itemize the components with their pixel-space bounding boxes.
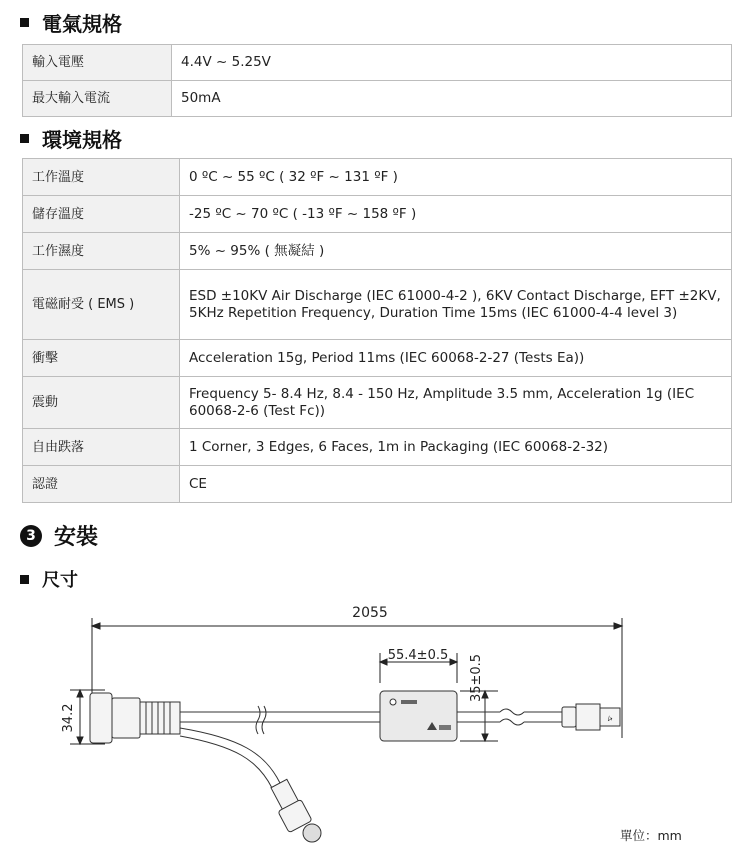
dimension-drawing — [30, 598, 710, 850]
section-title: 環境規格 — [42, 128, 122, 152]
table-row — [23, 159, 732, 196]
spec-value: Frequency 5- 8.4 Hz, 8.4 - 150 Hz, Amplitude 3.5 mm, Acceleration 1g (IEC 60068-2-6 (Test Fc)) — [180, 377, 732, 429]
connector-height-label: 34.2 — [61, 703, 76, 733]
electrical-spec-table — [22, 44, 732, 117]
section-title: 安裝 — [54, 525, 99, 550]
branch-cable — [180, 728, 280, 788]
spec-value: 50mA — [172, 81, 732, 117]
spec-value: 1 Corner, 3 Edges, 6 Faces, 1m in Packaging (IEC 60068-2-32) — [180, 429, 732, 466]
spec-value: -25 ºC ~ 70 ºC ( -13 ºF ~ 158 ºF ) — [180, 196, 732, 233]
box-width-label: 55.4±0.5 — [387, 648, 449, 663]
spec-value: 5% ~ 95% ( 無凝結 ) — [180, 233, 732, 270]
subheading-title: 尺寸 — [42, 570, 78, 591]
table-row — [23, 45, 732, 81]
subheading-dimensions — [20, 566, 78, 592]
table-row — [23, 233, 732, 270]
spec-label: 工作濕度 — [23, 233, 180, 270]
spec-label: 認證 — [23, 466, 180, 503]
spec-label: 最大輸入電流 — [23, 81, 172, 117]
spec-value: CE — [180, 466, 732, 503]
circled-number-icon: 3 — [20, 525, 42, 547]
table-row — [23, 81, 732, 117]
unit-label: 單位：mm — [620, 828, 682, 843]
section-title: 電氣規格 — [42, 12, 122, 36]
spec-label: 電磁耐受 ( EMS ) — [23, 270, 180, 340]
usb-connector — [562, 704, 620, 730]
spec-value: 4.4V ~ 5.25V — [172, 45, 732, 81]
table-row — [23, 466, 732, 503]
box-height-label: 35±0.5 — [469, 653, 484, 703]
table-row — [23, 429, 732, 466]
square-bullet-icon — [20, 18, 29, 27]
spec-label: 輸入電壓 — [23, 45, 172, 81]
section-heading-install — [20, 520, 98, 551]
spec-label: 儲存溫度 — [23, 196, 180, 233]
section-heading-environment — [20, 124, 122, 153]
mini-din-connector — [271, 779, 321, 842]
spec-value: ESD ±10KV Air Discharge (IEC 61000-4-2 ), 6KV Contact Discharge, EFT ±2KV, 5KHz Repetition Frequency, Duration Time 15ms (IEC 61000-4-4 level 3) — [180, 270, 732, 340]
usb-icon: ⭟ — [607, 713, 613, 724]
square-bullet-icon — [20, 575, 29, 584]
total-length-label: 2055 — [352, 605, 388, 621]
spec-label: 衝擊 — [23, 340, 180, 377]
converter-box — [380, 691, 457, 741]
section-heading-electrical — [20, 8, 122, 37]
spec-label: 震動 — [23, 377, 180, 429]
db9-connector — [90, 693, 180, 743]
spec-label: 自由跌落 — [23, 429, 180, 466]
environment-spec-table — [22, 158, 732, 503]
cable-break-marks — [256, 706, 266, 734]
square-bullet-icon — [20, 134, 29, 143]
main-cable — [180, 709, 562, 725]
table-row — [23, 377, 732, 429]
table-row — [23, 270, 732, 340]
spec-value: 0 ºC ~ 55 ºC ( 32 ºF ~ 131 ºF ) — [180, 159, 732, 196]
table-row — [23, 196, 732, 233]
spec-label: 工作溫度 — [23, 159, 180, 196]
spec-value: Acceleration 15g, Period 11ms (IEC 60068-2-27 (Tests Ea)) — [180, 340, 732, 377]
table-row — [23, 340, 732, 377]
